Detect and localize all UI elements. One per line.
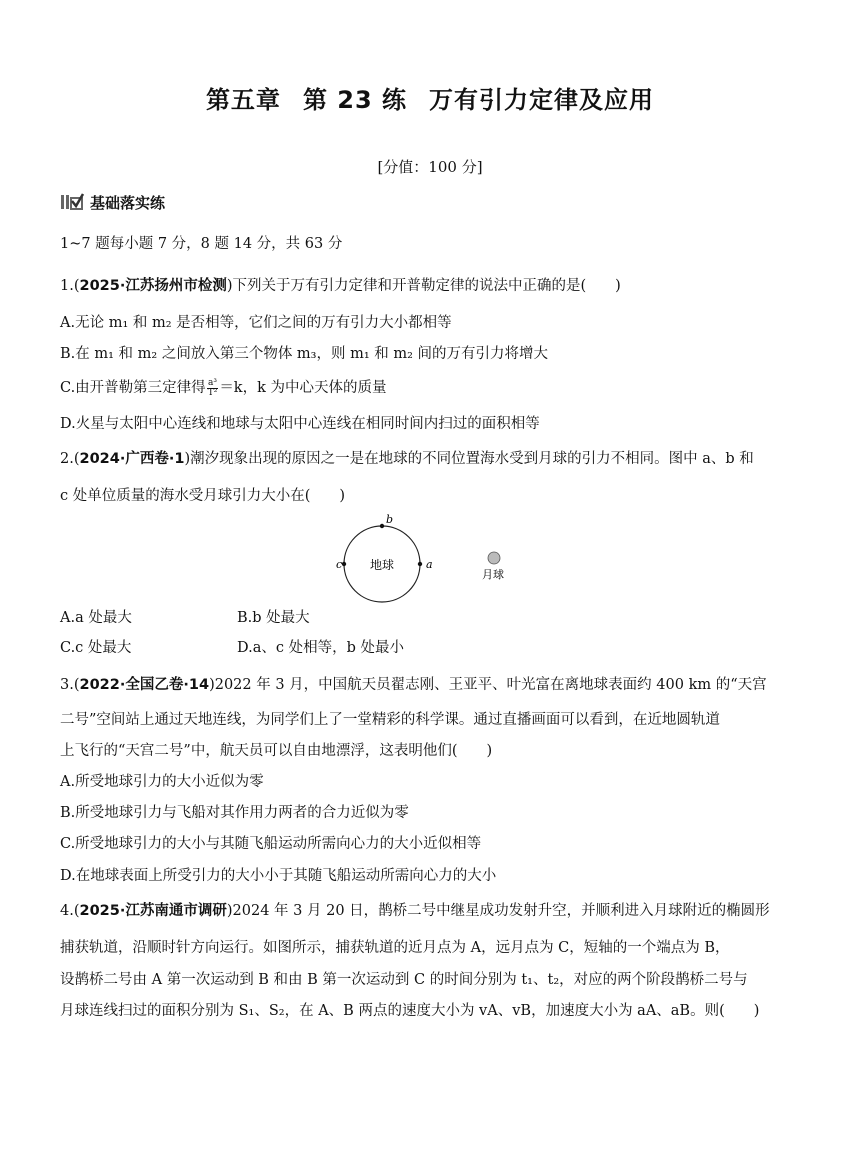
q2-stem-line1 — [60, 449, 754, 469]
lesson-label: 第 23 练 — [302, 86, 408, 114]
page-title — [0, 80, 860, 115]
chapter-label: 第五章 — [205, 86, 281, 114]
q3-option-d: D.在地球表面上所受引力的大小小于其随飞船运动所需向心力的大小 — [60, 868, 497, 884]
point-a-label: a — [426, 558, 433, 571]
q4-stem-line3: 设鹊桥二号由 A 第一次运动到 B 和由 B 第一次运动到 C 的时间分别为 t₁、t₂，对应的两个阶段鹊桥二号与 — [60, 972, 748, 988]
q2-option-a: A.a 处最大 — [60, 610, 132, 626]
q2-stem-text1: )潮汐现象出现的原因之一是在地球的不同位置海水受到月球的引力不相同。图中 a、b 和 — [184, 451, 754, 467]
q3-option-c: C.所受地球引力的大小与其随飞船运动所需向心力的大小近似相等 — [60, 836, 482, 852]
point-b-dot — [380, 524, 384, 528]
q1-number: 1.( — [60, 278, 80, 294]
section-header — [60, 190, 165, 214]
q2-option-d: D.a、c 处相等，b 处最小 — [237, 640, 404, 656]
point-c-label: c — [336, 558, 343, 571]
kepler-fraction — [207, 379, 219, 398]
q3-stem-line2: 二号”空间站上通过天地连线，为同学们上了一堂精彩的科学课。通过直播画面可以看到，在近地圆轨道 — [60, 712, 720, 728]
q1-stem-text: )下列关于万有引力定律和开普勒定律的说法中正确的是( ) — [226, 278, 621, 294]
q4-stem-line2: 捕获轨道，沿顺时针方向运行。如图所示，捕获轨道的近月点为 A，远月点为 C，短轴的一个端点为 B， — [60, 940, 730, 956]
q3-stem-line3: 上飞行的“天宫二号”中，航天员可以自由地漂浮，这表明他们( ) — [60, 743, 493, 759]
q1-stem — [60, 276, 621, 296]
q2-number: 2.( — [60, 451, 80, 467]
earth-moon-diagram — [336, 512, 520, 618]
q1-source: 2025·江苏扬州市检测 — [79, 278, 227, 294]
q1-option-a: A.无论 m₁ 和 m₂ 是否相等，它们之间的万有引力大小都相等 — [60, 315, 452, 331]
q3-stem-line1 — [60, 675, 767, 695]
q3-stem-text1: )2022 年 3 月，中国航天员翟志刚、王亚平、叶光富在离地球表面约 400 km 的“天宫 — [209, 677, 767, 693]
q3-option-b: B.所受地球引力与飞船对其作用力两者的合力近似为零 — [60, 805, 409, 821]
point-b-label: b — [386, 513, 394, 526]
checklist-icon — [60, 192, 84, 212]
point-a-dot — [418, 562, 422, 566]
moon-circle — [488, 552, 500, 564]
q4-number: 4.( — [60, 903, 80, 919]
q4-stem-line4: 月球连线扫过的面积分别为 S₁、S₂，在 A、B 两点的速度大小为 vA、vB，加速度大小为 aA、aB。则( ) — [60, 1003, 760, 1019]
fraction-numerator: a³ — [208, 377, 217, 388]
q3-source: 2022·全国乙卷·14 — [79, 677, 210, 693]
q2-source: 2024·广西卷·1 — [79, 451, 185, 467]
section-title: 基础落实练 — [90, 193, 166, 212]
q1-option-c — [60, 378, 387, 398]
q1-option-b: B.在 m₁ 和 m₂ 之间放入第三个物体 m₃，则 m₁ 和 m₂ 间的万有引力将增大 — [60, 346, 549, 362]
q2-option-c: C.c 处最大 — [60, 640, 132, 656]
q4-stem-line1 — [60, 901, 770, 921]
q1-option-c-post: ＝k，k 为中心天体的质量 — [219, 380, 387, 396]
moon-label: 月球 — [482, 568, 504, 581]
q4-stem-text1: )2024 年 3 月 20 日，鹊桥二号中继星成功发射升空，并顺利进入月球附近的椭圆形 — [226, 903, 770, 919]
q3-option-a: A.所受地球引力的大小近似为零 — [60, 774, 264, 790]
earth-label: 地球 — [370, 558, 395, 572]
point-c-dot — [342, 562, 346, 566]
q3-number: 3.( — [60, 677, 80, 693]
instructions: 1~7 题每小题 7 分，8 题 14 分，共 63 分 — [60, 236, 343, 252]
topic-label: 万有引力定律及应用 — [429, 86, 655, 114]
score-label: [分值：100 分] — [377, 158, 483, 176]
q4-source: 2025·江苏南通市调研 — [79, 903, 227, 919]
q1-option-d: D.火星与太阳中心连线和地球与太阳中心连线在相同时间内扫过的面积相等 — [60, 416, 540, 432]
q2-option-b: B.b 处最大 — [237, 610, 310, 626]
q2-stem-line2: c 处单位质量的海水受月球引力大小在( ) — [60, 488, 346, 504]
q1-option-c-pre: C.由开普勒第三定律得 — [60, 380, 206, 396]
fraction-denominator: T² — [207, 387, 218, 398]
